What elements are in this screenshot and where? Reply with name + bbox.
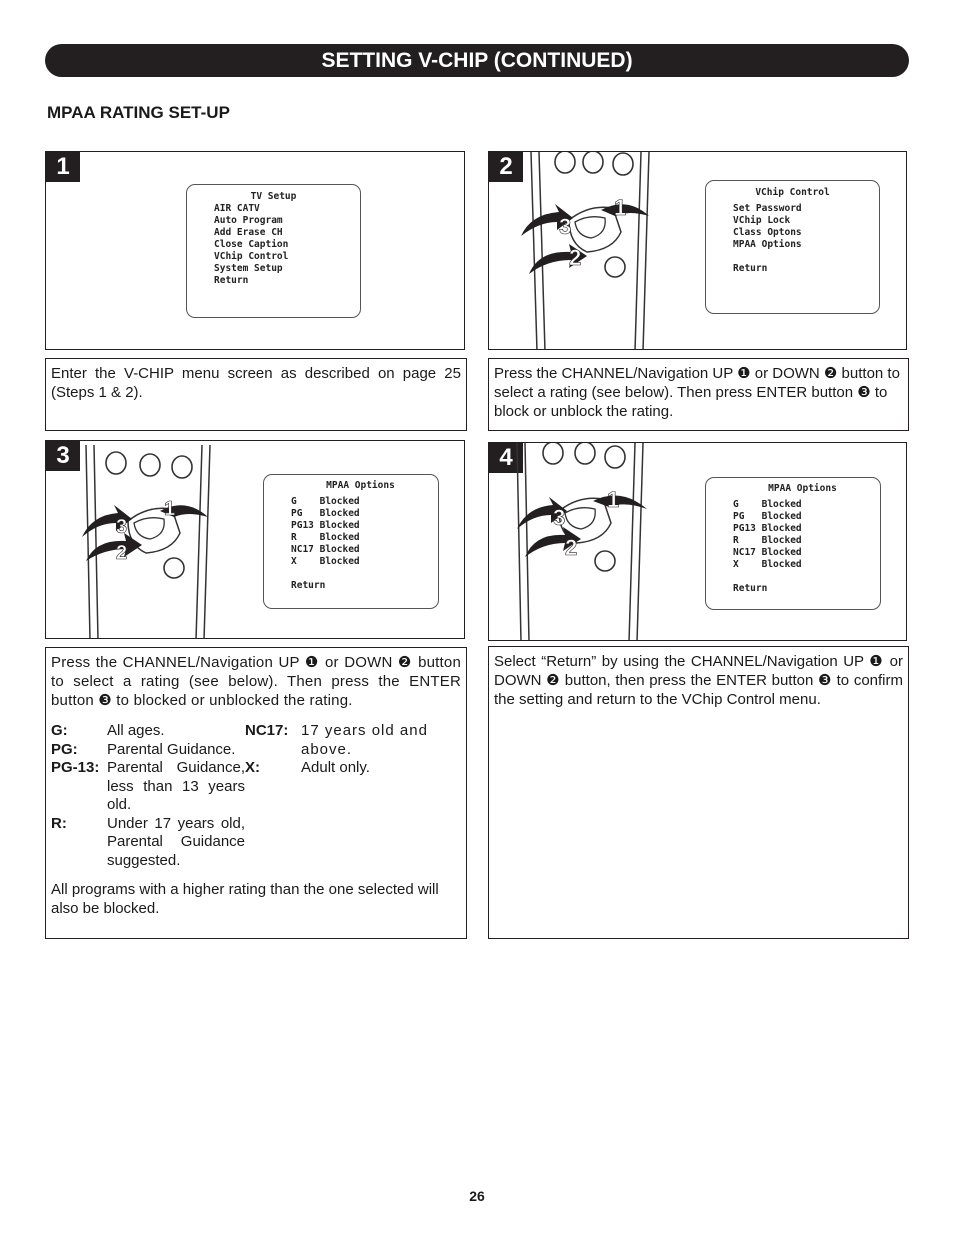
tv-setup-screen (186, 184, 361, 318)
vchip-control-screen (705, 180, 880, 314)
menu-item: VChip Lock (733, 215, 791, 226)
callout-3: 3 (553, 505, 566, 530)
section-heading: MPAA RATING SET-UP (47, 103, 230, 122)
page-title: SETTING V-CHIP (CONTINUED) (321, 48, 633, 72)
screen-title: TV Setup (250, 191, 297, 202)
rating-row: PG13 Blocked (733, 523, 802, 534)
callout-1: 1 (607, 487, 620, 512)
rating-desc: Parental Guidance, less than 13 years old. (107, 759, 245, 813)
menu-item: System Setup (214, 263, 283, 274)
rating-key: PG-13: (51, 759, 100, 776)
menu-item: Close Caption (214, 239, 289, 250)
menu-spacer (733, 571, 880, 583)
menu-item: AIR CATV (214, 203, 260, 214)
callout-3: 3 (116, 516, 128, 538)
callout-1: 1 (614, 195, 627, 220)
rating-row: NC17 Blocked (733, 547, 802, 558)
menu-item: Return (733, 263, 768, 274)
mpaa-options-screen (263, 474, 439, 609)
rating-legend (51, 722, 461, 870)
step-number: 4 (489, 443, 523, 473)
mpaa-options-screen (705, 477, 881, 610)
menu-item: Auto Program (214, 215, 283, 226)
step-1-illustration (45, 151, 465, 350)
step-1-instructions: Enter the V-CHIP menu screen as described on page 25 (Steps 1 & 2). (45, 358, 467, 431)
callout-2: 2 (565, 535, 578, 560)
rating-desc: Adult only. (301, 759, 370, 776)
step-3-instructions (45, 647, 467, 939)
remote-control-illustration (517, 152, 657, 350)
screen-title: MPAA Options (768, 483, 837, 494)
screen-title: MPAA Options (326, 480, 395, 491)
rating-desc: 17 years old and above. (301, 722, 428, 758)
rating-row: NC17 Blocked (291, 544, 360, 555)
remote-control-illustration (82, 445, 222, 639)
screen-title: VChip Control (755, 187, 830, 198)
menu-item: MPAA Options (733, 239, 802, 250)
step-4-instructions: Select “Return” by using the CHANNEL/Navigation UP ❶ or DOWN ❷ button, then press the ENTER button ❸ to confirm the setting and return to the VChip Control menu. (488, 646, 909, 939)
rating-row: PG Blocked (291, 508, 360, 519)
page-title-bar (45, 44, 909, 77)
rating-row: X Blocked (291, 556, 360, 567)
rating-key: X: (245, 759, 260, 776)
step-number: 1 (46, 152, 80, 182)
menu-item: Return (214, 275, 249, 286)
rating-row: PG Blocked (733, 511, 802, 522)
rating-desc: Under 17 years old, Parental Guidance suggested. (107, 814, 245, 869)
page-number: 26 (469, 1188, 485, 1204)
rating-row: R Blocked (733, 535, 802, 546)
rating-row: X Blocked (733, 559, 802, 570)
menu-item: Class Optons (733, 227, 802, 238)
menu-item (733, 251, 879, 263)
menu-item: Return (291, 580, 326, 591)
step-number: 2 (489, 152, 523, 182)
callout-2: 2 (569, 245, 582, 270)
step-2-instructions: Press the CHANNEL/Navigation UP ❶ or DOWN ❷ button to select a rating (see below). Then press ENTER button ❸ to block or unblock the rating. (488, 358, 909, 431)
menu-item: VChip Control (214, 251, 289, 262)
rating-row: PG13 Blocked (291, 520, 360, 531)
menu-spacer (291, 568, 438, 580)
rating-row: G Blocked (733, 499, 802, 510)
rating-desc: Parental Guidance. (107, 740, 236, 758)
rating-key: NC17: (245, 722, 289, 739)
rating-key: PG: (51, 740, 78, 758)
menu-item: Add Erase CH (214, 227, 283, 238)
rating-row: G Blocked (291, 496, 360, 507)
callout-1: 1 (164, 498, 176, 520)
rating-row: R Blocked (291, 532, 360, 543)
rating-key: R: (51, 814, 67, 832)
callout-2: 2 (116, 542, 128, 564)
menu-item: Set Password (733, 203, 802, 214)
step-3-illustration (45, 440, 465, 639)
rating-desc: All ages. (107, 722, 165, 739)
menu-item: Return (733, 583, 768, 594)
step-3-note: All programs with a higher rating than the one selected will also be blocked. (51, 881, 439, 917)
step-3-text: Press the CHANNEL/Navigation UP ❶ or DOWN ❷ button to select a rating (see below). Then press the ENTER button ❸ to blocked or unblocked the rating. (51, 654, 461, 709)
callout-3: 3 (559, 214, 572, 239)
rating-key: G: (51, 722, 68, 739)
step-number: 3 (46, 441, 80, 471)
step-2-illustration (488, 151, 907, 350)
remote-control-illustration (513, 443, 663, 641)
step-4-illustration (488, 442, 907, 641)
